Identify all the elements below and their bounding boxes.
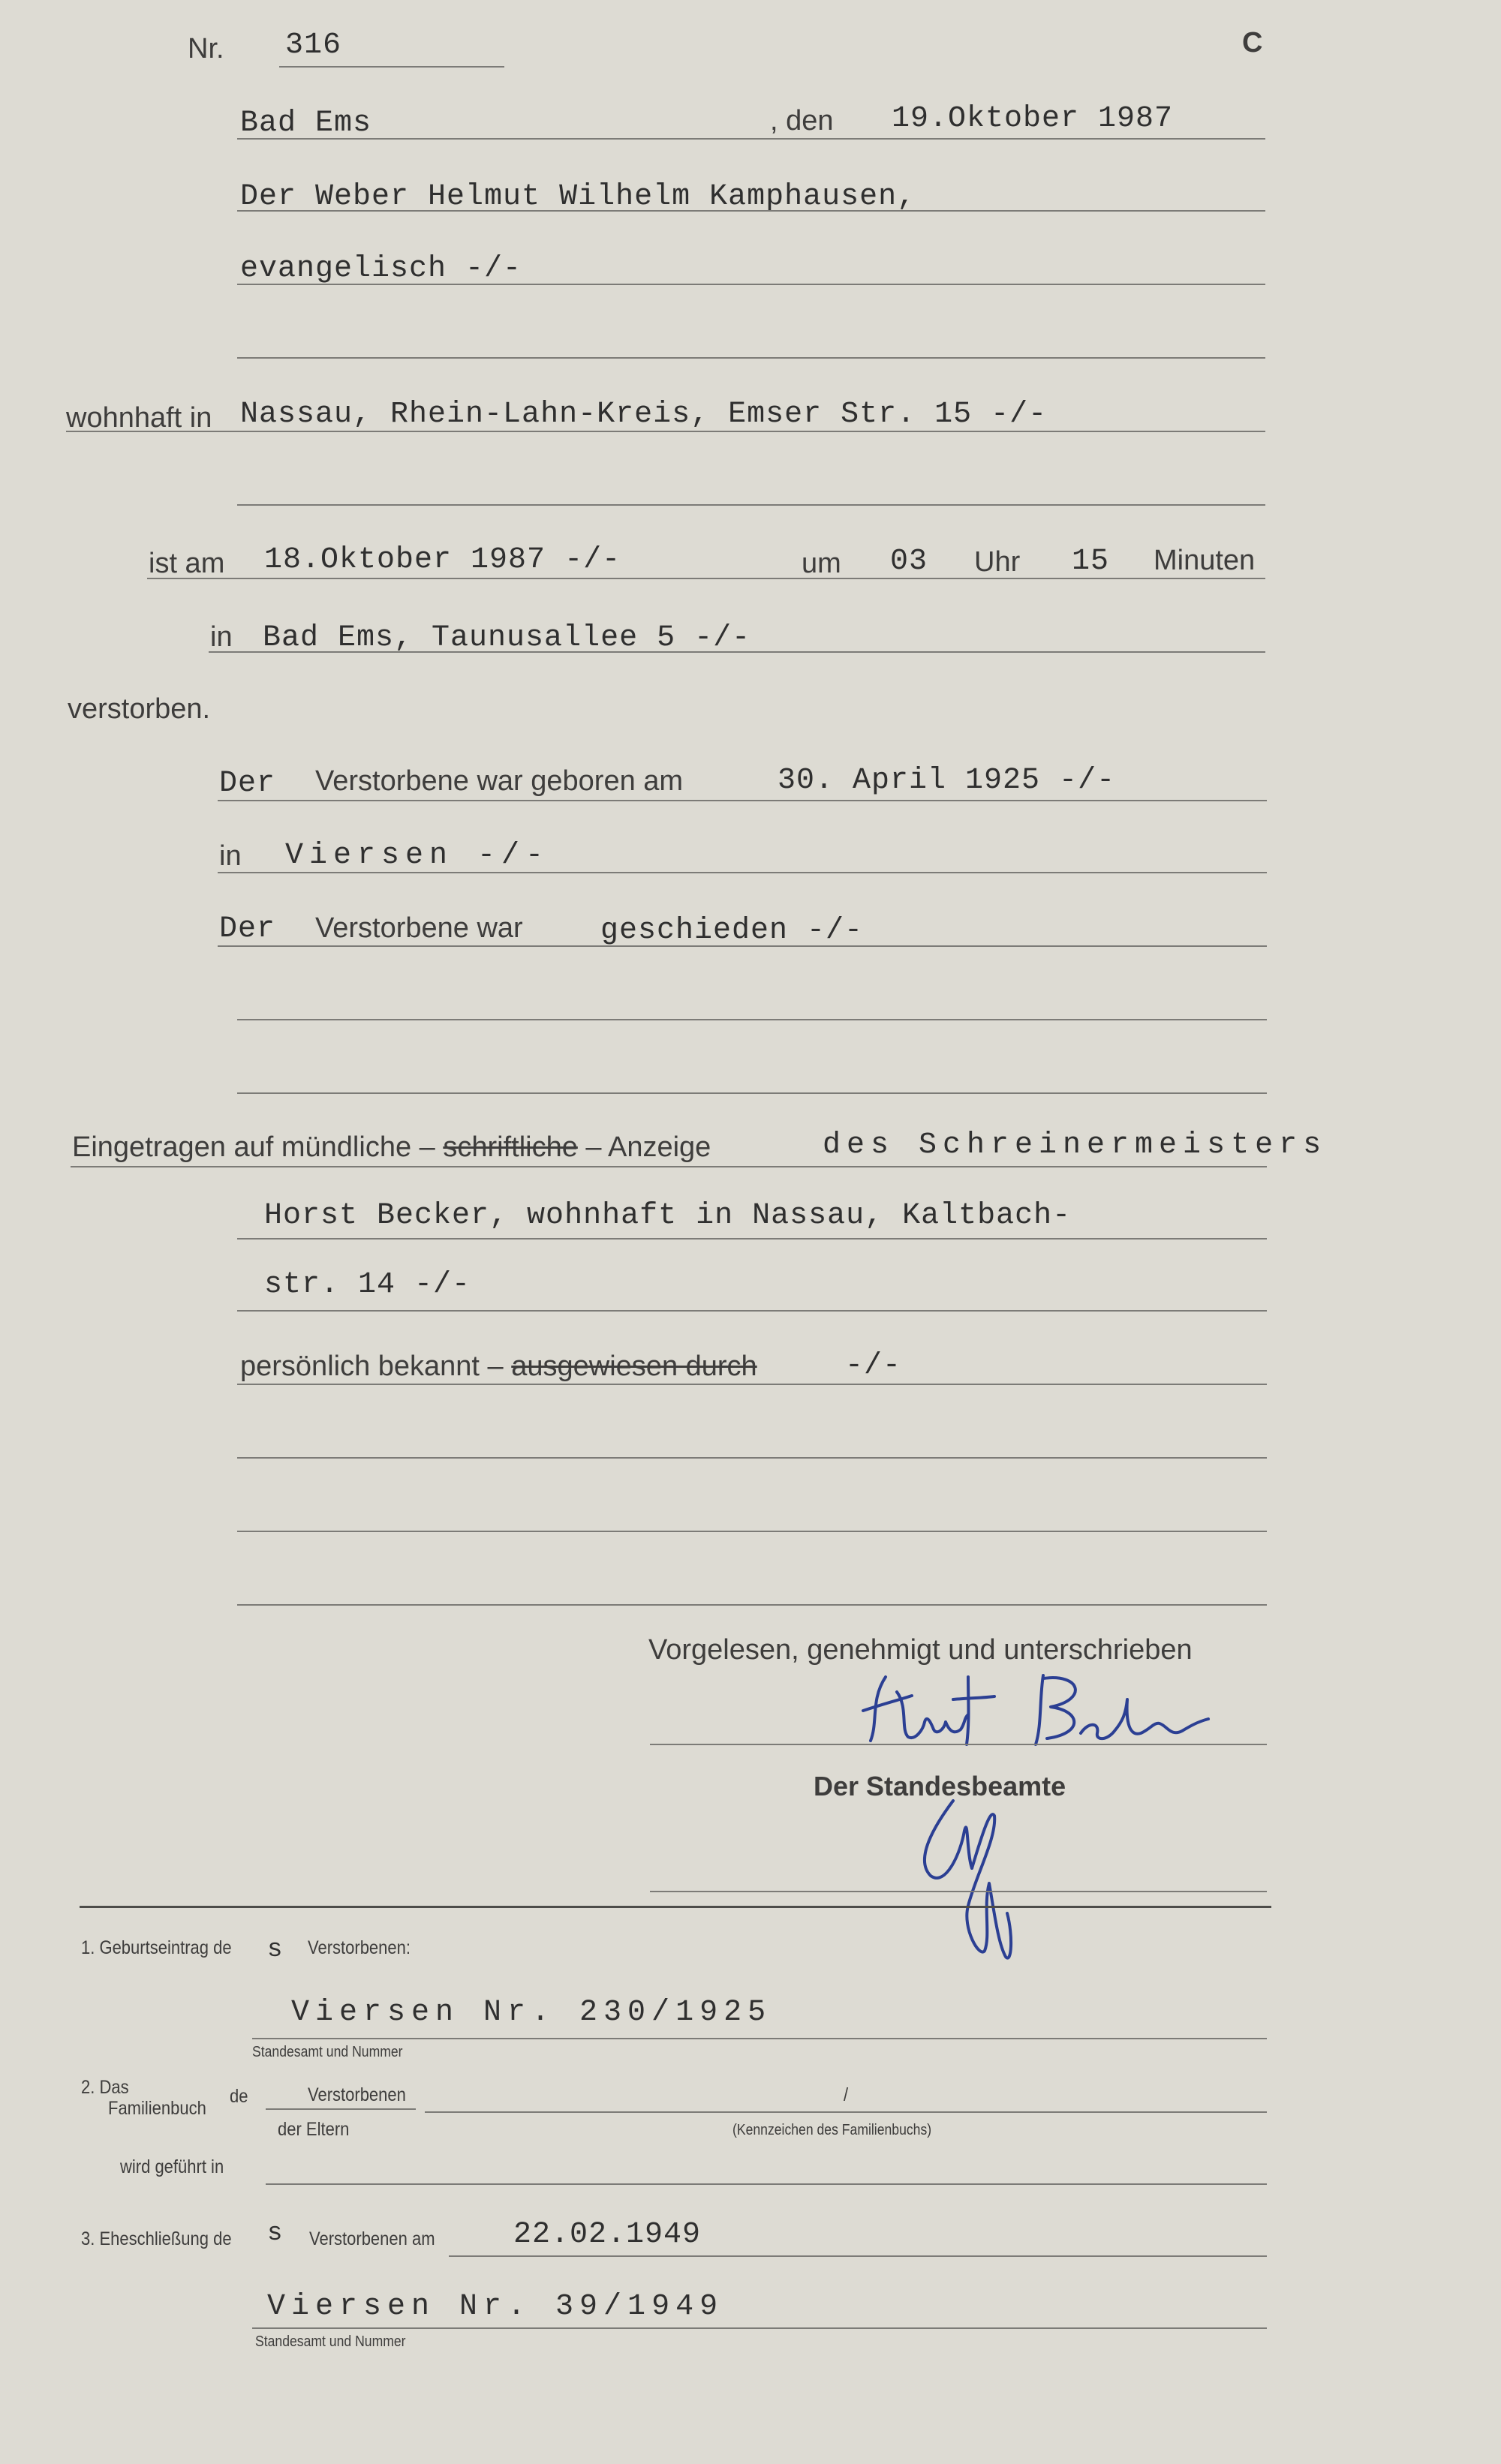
place-date-underline [237,138,1265,140]
person-line1-underline [237,210,1265,212]
reporter-signature [856,1669,1216,1752]
residence-line2-underline [237,504,1265,506]
birth-in-label: in [219,840,242,872]
death-in-label: in [210,621,233,653]
status-line2-underline [237,1019,1267,1020]
ehe-date-underline [449,2255,1267,2257]
ehe-suffix: s [267,2219,284,2248]
um-label: um [802,548,841,579]
death-time-underline [147,578,1265,579]
ehe-value: Viersen Nr. 39/1949 [267,2290,724,2324]
deceased-name: Der Weber Helmut Wilhelm Kamphausen, [240,180,916,214]
minuten-label: Minuten [1154,545,1256,576]
nr-value: 316 [285,29,342,62]
standesbeamte-label: Der Standesbeamte [814,1771,1066,1801]
den-label: , den [770,105,834,137]
geburtseintrag-value: Viersen Nr. 230/1925 [291,1996,772,2030]
residence-value: Nassau, Rhein-Lahn-Kreis, Emser Str. 15 -/- [240,398,1048,431]
geburtseintrag-suffix: s [267,1936,284,1964]
residence-underline [66,431,1265,432]
reporter-line2: Horst Becker, wohnhaft in Nassau, Kaltbach- [264,1199,1072,1233]
vorgelesen-text: Vorgelesen, genehmigt und unterschrieben [648,1634,1193,1666]
familienbuch-underline [425,2111,1267,2113]
death-place: Bad Ems, Taunusallee 5 -/- [263,621,751,655]
geburtseintrag-underline [252,2038,1267,2039]
ehe-label: 3. Eheschließung de [81,2228,232,2249]
eingetragen-label: Eingetragen auf mündliche – schriftliche – Anzeige [72,1131,711,1163]
status-underline [218,945,1267,947]
ehe-date: 22.02.1949 [513,2218,702,2252]
standesamt-nummer-label-2: Standesamt und Nummer [255,2333,406,2350]
status-war-label: Verstorbene war [315,912,523,944]
bekannt-label: persönlich bekannt – ausgewiesen durch [240,1351,757,1382]
nr-underline [279,66,504,68]
bekannt-value: -/- [845,1349,902,1383]
footer-separator [80,1906,1271,1908]
blank-line1 [237,1457,1267,1459]
birth-place: Viersen -/- [285,839,550,873]
report-line3-underline [237,1310,1267,1312]
ehe-value-underline [252,2327,1267,2329]
bekannt-underline [237,1384,1267,1385]
der-eltern-label: der Eltern [278,2119,350,2140]
birth-der-label: Der [219,767,276,801]
person-line3-underline [237,357,1265,359]
birth-date-underline [218,800,1267,801]
gefuehrt-label: wird geführt in [120,2156,224,2177]
death-hour: 03 [890,545,928,578]
official-signature [908,1786,1028,1966]
death-place-underline [209,651,1265,653]
wohnhaft-label: wohnhaft in [66,402,212,434]
gefuehrt-underline [266,2183,1267,2185]
birth-date: 30. April 1925 -/- [778,764,1116,798]
familienbuch-number: 2. Das [81,2077,129,2098]
ehe-verstorbenen-label: Verstorbenen am [309,2228,435,2249]
person-line2-underline [237,284,1265,285]
ausgewiesen-struck: ausgewiesen durch [511,1351,757,1382]
ist-am-label: ist am [149,548,225,579]
blank-line3 [237,1604,1267,1606]
reporter-signature-line [650,1744,1267,1745]
verstorben-label: verstorben. [68,693,211,725]
reporter-line3: str. 14 -/- [264,1268,471,1302]
geburtseintrag-label: 1. Geburtseintrag de [81,1937,232,1958]
report-line1-underline [71,1166,1267,1167]
verstorbenen-label: Verstorbenen: [308,1937,411,1958]
official-signature-line [650,1891,1267,1892]
report-line2-underline [237,1238,1267,1240]
verstorbenen-divider [266,2108,416,2110]
death-minute: 15 [1072,545,1110,578]
familienbuch-label: Familienbuch [108,2098,206,2119]
geboren-label: Verstorbene war geboren am [315,765,684,797]
uhr-label: Uhr [974,546,1021,578]
schriftliche-struck: schriftliche [443,1131,578,1163]
familienbuch-verstorbenen: Verstorbenen [308,2084,406,2105]
familienbuch-de: de [230,2086,248,2107]
standesamt-nummer-label: Standesamt und Nummer [252,2044,403,2060]
marital-status: geschieden -/- [600,914,864,948]
familienbuch-slash: / [844,2084,849,2105]
registry-date: 19.Oktober 1987 [892,102,1174,136]
status-der-label: Der [219,912,276,946]
blank-line2 [237,1531,1267,1532]
status-line3-underline [237,1092,1267,1094]
nr-label: Nr. [188,33,224,65]
death-date: 18.Oktober 1987 -/- [264,543,621,577]
kennzeichen-label: (Kennzeichen des Familienbuchs) [732,2122,932,2138]
register-letter: C [1242,27,1263,59]
reporter-line1: des Schreinermeisters [823,1128,1328,1162]
religion: evangelisch -/- [240,252,522,286]
registry-place: Bad Ems [240,107,372,140]
birth-place-underline [218,872,1267,873]
